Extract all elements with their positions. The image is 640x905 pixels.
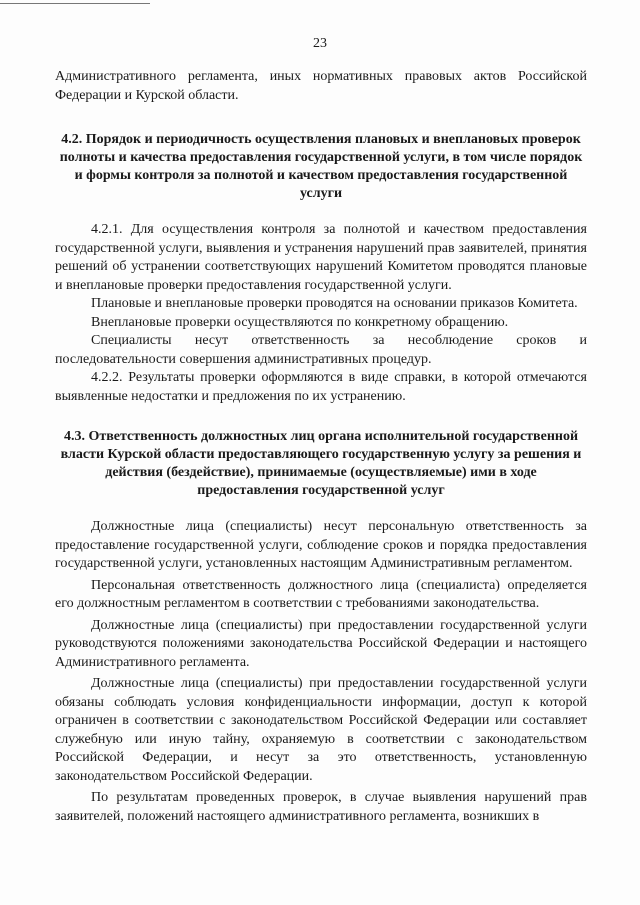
section-4-3-paragraph: Должностные лица (специалисты) несут персональную ответственность за предоставление государственной услуги, соблюдение сроков и порядка предоставления государственной услуги, установленных настоящим Административным регламентом. (55, 519, 587, 571)
section-4-2-paragraph: Специалисты несут ответственность за несоблюдение сроков и последовательности совершения административных процедур. (55, 333, 587, 367)
section-4-2-paragraph: Плановые и внеплановые проверки проводятся на основании приказов Комитета. (91, 296, 578, 311)
intro-paragraph: Административного регламента, иных нормативных правовых актов Российской Федерации и Курской области. (55, 69, 587, 103)
section-4-2-paragraph: 4.2.1. Для осуществления контроля за полнотой и качеством предоставления государственной услуги, выявления и устранения нарушений прав заявителей, принятия решений об устранении соответствующих нарушений Комитетом проводятся плановые и внеплановые проверки предоставления государственной услуги. (55, 222, 587, 293)
section-4-2-paragraph: Внеплановые проверки осуществляются по конкретному обращению. (91, 314, 509, 330)
top-rule (0, 3, 150, 4)
section-4-3-heading: 4.3. Ответственность должностных лиц органа исполнительной государственной власти Курской области предоставляющего государственную услугу за решения и действия (бездействие), принимаемые (осуществляемые) ими в ходе предоставления государственной услуг (60, 429, 582, 498)
section-4-3-paragraph: Должностные лица (специалисты) при предоставлении государственной услуги руководствуются положениями законодательства Российской Федерации и настоящего Административного регламента. (55, 617, 587, 670)
section-4-3-paragraph: Персональная ответственность должностного лица (специалиста) определяется его должностным регламентом в соответствии с требованиями законодательства. (55, 577, 587, 611)
section-4-3-paragraph: По результатам проведенных проверок, в случае выявления нарушений прав заявителей, положений настоящего административного регламента, возникших в (55, 790, 587, 824)
section-4-2-paragraph: 4.2.2. Результаты проверки оформляются в виде справки, в которой отмечаются выявленные недостатки и предложения по их устранению. (55, 370, 587, 404)
section-4-3-paragraph: Должностные лица (специалисты) при предоставлении государственной услуги обязаны соблюдать условия конфиденциальности информации, доступ к которой ограничен в соответствии с законодательством Российской Федерации или составляет служебную или иную тайну, охраняемую в соответствии с законодательством Российской Федерации, и несут за это ответственность, установленную законодательством Российской Федерации. (55, 676, 587, 784)
document-body (55, 68, 587, 826)
page-number: 23 (313, 36, 327, 51)
section-4-2-heading: 4.2. Порядок и периодичность осуществления плановых и внеплановых проверок полноты и качества предоставления государственной услуги, в том числе порядок и формы контроля за полнотой и качеством предоставления государственной услуги (59, 132, 583, 201)
